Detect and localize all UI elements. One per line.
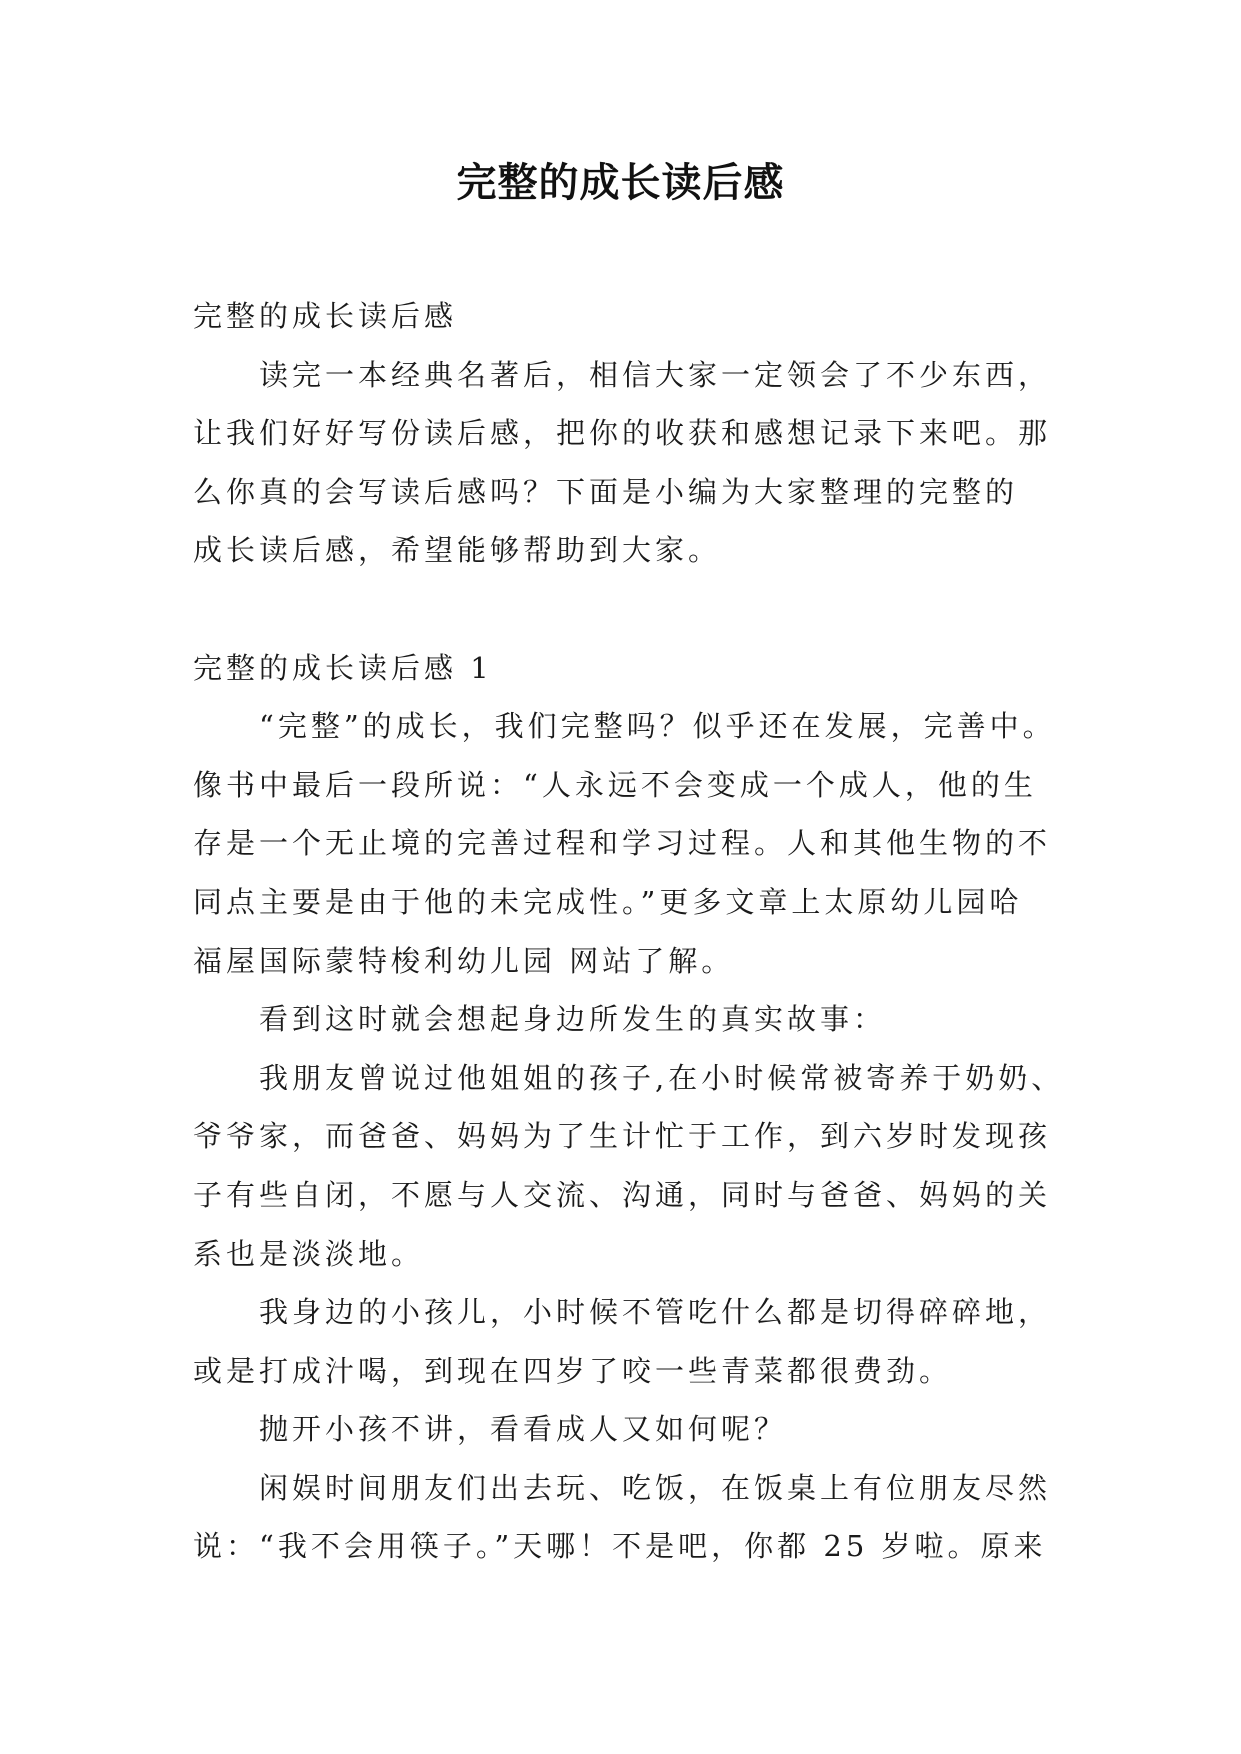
document-title: 完整的成长读后感 [456, 159, 785, 206]
paragraph-line: 或是打成汁喝，到现在四岁了咬一些青菜都很费劲。 [193, 1353, 953, 1388]
paragraph-line: 让我们好好写份读后感，把你的收获和感想记录下来吧。那 [193, 416, 1052, 451]
paragraph-line: 看到这时就会想起身边所发生的真实故事： [259, 1002, 887, 1037]
paragraph-line: 福屋国际蒙特梭利幼儿园 网站了解。 [193, 943, 735, 978]
essay-heading: 完整的成长读后感 1 [193, 650, 493, 685]
paragraph-line: 闲娱时间朋友们出去玩、吃饭，在饭桌上有位朋友尽然 [259, 1470, 1052, 1505]
paragraph-line: 抛开小孩不讲，看看成人又如何呢？ [259, 1412, 788, 1447]
essay-paragraph [193, 1400, 1055, 1459]
intro-paragraph [193, 346, 1055, 580]
paragraph-line: 存是一个无止境的完善过程和学习过程。人和其他生物的不 [193, 826, 1052, 861]
paragraph-line: “完整”的成长，我们完整吗？似乎还在发展，完善中。 [259, 709, 1056, 744]
essay-paragraph [193, 697, 1055, 990]
essay-paragraph [193, 1049, 1065, 1283]
paragraph-line: 爷爷家，而爸爸、妈妈为了生计忙于工作，到六岁时发现孩 [193, 1119, 1052, 1154]
paragraph-line: 同点主要是由于他的未完成性。”更多文章上太原幼儿园哈 [193, 884, 1023, 919]
paragraph-line: 成长读后感，希望能够帮助到大家。 [193, 533, 722, 568]
intro-heading: 完整的成长读后感 [193, 299, 458, 333]
paragraph-line: 子有些自闭，不愿与人交流、沟通，同时与爸爸、妈妈的关 [193, 1177, 1052, 1212]
paragraph-line: 说：“我不会用筷子。”天哪！不是吧，你都 25 岁啦。原来 [193, 1529, 1047, 1564]
paragraph-line: 我朋友曾说过他姐姐的孩子,在小时候常被寄养于奶奶、 [259, 1060, 1065, 1095]
essay-paragraph [193, 1459, 1055, 1576]
paragraph-line: 么你真的会写读后感吗？下面是小编为大家整理的完整的 [193, 474, 1019, 509]
blank-line [193, 580, 1055, 639]
paragraph-line: 像书中最后一段所说：“人永远不会变成一个成人，他的生 [193, 767, 1037, 802]
essay-paragraph [193, 1283, 1055, 1400]
document-body [193, 287, 1065, 1576]
paragraph-line: 系也是淡淡地。 [193, 1236, 425, 1271]
paragraph-line: 我身边的小孩儿，小时候不管吃什么都是切得碎碎地， [259, 1295, 1052, 1330]
essay-paragraph [193, 990, 1055, 1049]
paragraph-line: 读完一本经典名著后，相信大家一定领会了不少东西， [259, 357, 1052, 392]
